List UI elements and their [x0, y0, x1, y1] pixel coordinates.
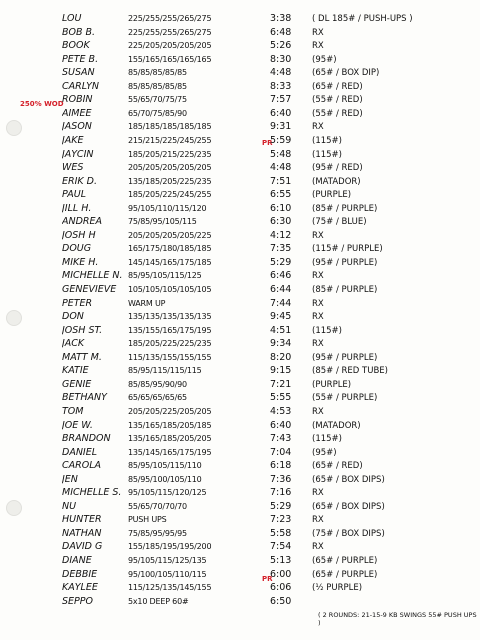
athlete-name: BETHANY — [62, 392, 107, 404]
lift-weights: 115/125/135/145/155 — [128, 583, 212, 593]
lift-weights: 225/255/255/265/275 — [128, 14, 212, 23]
wod-time: 7:54 — [270, 541, 292, 553]
scaling-note: RX — [312, 41, 324, 52]
lift-weights: 205/205/205/205/205 — [128, 163, 212, 173]
lift-weights: 185/205/225/225/235 — [128, 339, 212, 349]
scaling-note: RX — [312, 515, 324, 526]
scaling-note: (55# / PURPLE) — [312, 393, 378, 404]
lift-weights: 75/85/95/105/115 — [128, 217, 197, 227]
athlete-name: PAUL — [62, 189, 87, 201]
scaling-note: (95#) — [312, 54, 337, 65]
scaling-note: (95#) — [312, 447, 337, 458]
pr-mark: PR — [262, 139, 273, 147]
lift-weights: 135/135/135/135/135 — [128, 312, 212, 322]
athlete-name: DAVID G — [62, 541, 103, 553]
lift-weights: 225/205/205/205/205 — [128, 41, 212, 51]
lift-weights: 85/85/85/85/85 — [128, 68, 187, 78]
wod-time: 7:43 — [270, 433, 292, 445]
wod-time: 5:13 — [270, 555, 292, 566]
athlete-name: MICHELLE S. — [62, 487, 122, 499]
lift-weights: 65/65/65/65/65 — [128, 393, 187, 403]
scaling-note: (115#) — [312, 135, 342, 146]
lift-weights: 205/205/205/205/225 — [128, 230, 212, 240]
wod-time: 7:57 — [270, 94, 292, 106]
wod-time: 4:48 — [270, 67, 292, 79]
wod-time: 6:30 — [270, 216, 292, 228]
wod-time: 9:34 — [270, 338, 292, 350]
wod-time: 4:51 — [270, 324, 292, 336]
scaling-note: (PURPLE) — [312, 379, 352, 390]
scaling-note: (65# / BOX DIPS) — [312, 474, 385, 485]
lift-weights: 85/85/95/90/90 — [128, 379, 187, 389]
wod-time: 7:21 — [270, 378, 292, 390]
lift-weights: 185/185/185/185/185 — [128, 122, 212, 132]
scaling-note: RX — [312, 339, 324, 350]
athlete-name: JEN — [62, 473, 78, 485]
scaling-note: (MATADOR) — [312, 420, 361, 431]
athlete-name: BRANDON — [62, 433, 111, 445]
score-row — [0, 594, 480, 610]
athlete-name: AIMEE — [62, 107, 92, 119]
wod-time: 5:48 — [270, 148, 292, 160]
athlete-name: BOB B. — [62, 26, 96, 38]
athlete-name: JACK — [62, 338, 85, 350]
athlete-name: MICHELLE N. — [62, 270, 123, 282]
wod-time: 4:53 — [270, 405, 292, 417]
scaling-note: (65# / BOX DIPS) — [312, 501, 385, 512]
scaling-note: (65# / RED) — [312, 81, 363, 92]
lift-weights: 155/165/165/165/165 — [128, 54, 212, 64]
athlete-name: PETE B. — [62, 53, 99, 65]
wod-time: 6:18 — [270, 460, 292, 472]
wod-time: 5:58 — [270, 527, 292, 539]
wod-time: 7:16 — [270, 487, 292, 499]
wod-time: 7:23 — [270, 514, 292, 526]
wod-time: 6:55 — [270, 189, 292, 201]
scaling-note: RX — [312, 406, 324, 417]
athlete-name: JAKE — [62, 134, 84, 146]
lift-weights: 155/185/195/195/200 — [128, 542, 212, 552]
scaling-note: RX — [312, 488, 324, 499]
lift-weights: 85/95/105/115/125 — [128, 271, 202, 281]
lift-weights: 105/105/105/105/105 — [128, 285, 212, 294]
lift-weights: 135/185/205/225/235 — [128, 176, 212, 186]
athlete-name: ERIK D. — [62, 175, 97, 187]
scaling-note: (95# / PURPLE) — [312, 257, 378, 268]
athlete-name: DOUG — [62, 243, 92, 255]
wod-time: 8:30 — [270, 53, 292, 65]
lift-weights: 135/165/185/205/205 — [128, 434, 212, 444]
wod-time: 9:45 — [270, 311, 292, 323]
scaling-note: (115# / PURPLE) — [312, 244, 383, 255]
scaling-note: (MATADOR) — [312, 176, 361, 187]
scaling-note: (75# / BLUE) — [312, 217, 367, 228]
scaling-note: (85# / PURPLE) — [312, 203, 378, 214]
lift-weights: 85/85/85/85/85 — [128, 81, 187, 91]
lift-weights: 85/95/105/115/110 — [128, 461, 202, 471]
wod-time: 4:48 — [270, 162, 292, 174]
lift-weights: 185/205/215/225/235 — [128, 149, 212, 159]
wod-time: 8:20 — [270, 351, 292, 363]
wod-time: 4:12 — [270, 229, 292, 241]
pr-mark: PR — [262, 575, 273, 583]
scaling-note: (95# / RED) — [312, 163, 363, 174]
athlete-name: BOOK — [62, 40, 90, 52]
lift-weights: 135/155/165/175/195 — [128, 325, 212, 335]
lift-weights: 95/100/105/110/115 — [128, 569, 207, 579]
athlete-name: GENEVIEVE — [62, 284, 117, 295]
athlete-name: ANDREA — [62, 216, 103, 228]
wod-time: 9:15 — [270, 365, 292, 377]
athlete-name: WES — [62, 162, 84, 174]
lift-weights: 5x10 DEEP 60# — [128, 596, 189, 606]
athlete-name: NATHAN — [62, 527, 102, 539]
scaling-note: (65# / RED) — [312, 461, 363, 472]
lift-weights: 165/175/180/185/185 — [128, 244, 212, 254]
scaling-note: RX — [312, 312, 324, 323]
scaling-note: RX — [312, 230, 324, 241]
scaling-note: RX — [312, 542, 324, 553]
lift-weights: 135/165/185/205/185 — [128, 420, 212, 430]
athlete-name: CARLYN — [62, 80, 100, 92]
scaling-note: (115#) — [312, 325, 342, 336]
lift-weights: 65/70/75/85/90 — [128, 108, 187, 118]
scaling-note: (65# / BOX DIP) — [312, 68, 380, 79]
scaling-note: (75# / BOX DIPS) — [312, 528, 385, 539]
lift-weights: 135/145/165/175/195 — [128, 447, 212, 457]
athlete-name: JAYCIN — [62, 148, 94, 160]
lift-weights: 145/145/165/175/185 — [128, 257, 212, 267]
scaling-note: RX — [312, 27, 324, 38]
lift-weights: PUSH UPS — [128, 515, 167, 525]
athlete-name: NU — [62, 500, 77, 512]
footer-note: ( 2 ROUNDS: 21-15-9 KB SWINGS 55# PUSH UPS ) — [318, 611, 477, 627]
lift-weights: 75/85/95/95/95 — [128, 528, 187, 538]
athlete-name: MIKE H. — [62, 256, 99, 268]
wod-time: 6:40 — [270, 419, 292, 431]
athlete-name: MATT M. — [62, 351, 102, 363]
wod-time: 6:00 — [270, 568, 292, 580]
lift-weights: 55/65/70/70/70 — [128, 501, 187, 511]
lift-weights: 55/65/70/75/75 — [128, 95, 187, 105]
wod-time: 6:40 — [270, 107, 292, 119]
athlete-name: JILL H. — [62, 202, 92, 214]
athlete-name: PETER — [62, 297, 93, 309]
athlete-name: DON — [62, 311, 84, 323]
lift-weights: 185/205/225/245/255 — [128, 190, 212, 200]
wod-time: 7:04 — [270, 446, 292, 458]
athlete-name: SUSAN — [62, 67, 95, 79]
scaling-note: (115#) — [312, 434, 342, 445]
lift-weights: 215/215/225/245/255 — [128, 135, 212, 145]
wod-time: 5:55 — [270, 392, 292, 404]
athlete-name: ROBIN — [62, 94, 93, 106]
athlete-name: HUNTER — [62, 514, 102, 526]
lift-weights: 115/135/155/155/155 — [128, 352, 212, 362]
scaling-note: ( DL 185# / PUSH-UPS ) — [312, 14, 413, 24]
scaling-note: RX — [312, 298, 324, 309]
wod-time: 6:48 — [270, 26, 292, 38]
lift-weights: WARM UP — [128, 298, 166, 308]
wod-time: 7:44 — [270, 297, 292, 309]
athlete-name: DIANE — [62, 555, 92, 566]
wod-time: 7:35 — [270, 243, 292, 255]
lift-weights: 205/205/225/205/205 — [128, 406, 212, 416]
lift-weights: 85/95/100/105/110 — [128, 474, 202, 484]
scaling-note: (85# / PURPLE) — [312, 285, 378, 295]
wod-time: 6:50 — [270, 595, 292, 607]
lift-weights: 95/105/110/115/120 — [128, 203, 207, 213]
lift-weights: 95/105/115/120/125 — [128, 488, 207, 498]
athlete-name: SEPPO — [62, 595, 93, 607]
athlete-name: JOE W. — [62, 419, 93, 431]
wod-time: 8:33 — [270, 80, 292, 92]
wod-time: 5:26 — [270, 40, 292, 52]
wod-time: 9:31 — [270, 121, 292, 133]
athlete-name: CAROLA — [62, 460, 102, 472]
athlete-name: JOSH ST. — [62, 324, 103, 336]
scaling-note: (55# / RED) — [312, 108, 363, 119]
athlete-name: GENIE — [62, 378, 92, 390]
athlete-name: KAYLEE — [62, 582, 98, 594]
athlete-name: TOM — [62, 405, 84, 417]
wod-time: 5:29 — [270, 256, 292, 268]
wod-time: 5:29 — [270, 500, 292, 512]
scaling-note: (65# / PURPLE) — [312, 556, 378, 566]
lift-weights: 85/95/115/115/115 — [128, 366, 202, 376]
scaling-note: (½ PURPLE) — [312, 583, 363, 594]
wod-time: 6:06 — [270, 582, 292, 594]
wod-time: 5:59 — [270, 134, 292, 146]
wod-time: 6:10 — [270, 202, 292, 214]
athlete-name: LOU — [62, 13, 82, 24]
wod-time: 6:44 — [270, 284, 292, 295]
scaling-note: RX — [312, 271, 324, 282]
scaling-note: (55# / RED) — [312, 95, 363, 106]
wod-time: 3:38 — [270, 13, 292, 24]
lift-weights: 225/255/255/265/275 — [128, 27, 212, 37]
wod-time: 7:36 — [270, 473, 292, 485]
athlete-name: KATIE — [62, 365, 89, 377]
wod-time: 7:51 — [270, 175, 292, 187]
scaling-note: (115#) — [312, 149, 342, 160]
scaling-note: RX — [312, 122, 324, 133]
wod-time: 6:46 — [270, 270, 292, 282]
athlete-name: JASON — [62, 121, 92, 133]
athlete-name: DEBBIE — [62, 568, 98, 580]
athlete-name: DANIEL — [62, 446, 98, 458]
scaling-note: (65# / PURPLE) — [312, 569, 378, 580]
scaling-note: (PURPLE) — [312, 190, 352, 201]
scaling-note: (85# / RED TUBE) — [312, 366, 388, 377]
scaling-note: (95# / PURPLE) — [312, 352, 378, 363]
wod-percent-mark: 250% WOD — [20, 100, 64, 108]
lift-weights: 95/105/115/125/135 — [128, 556, 207, 565]
athlete-name: JOSH H — [62, 229, 96, 241]
